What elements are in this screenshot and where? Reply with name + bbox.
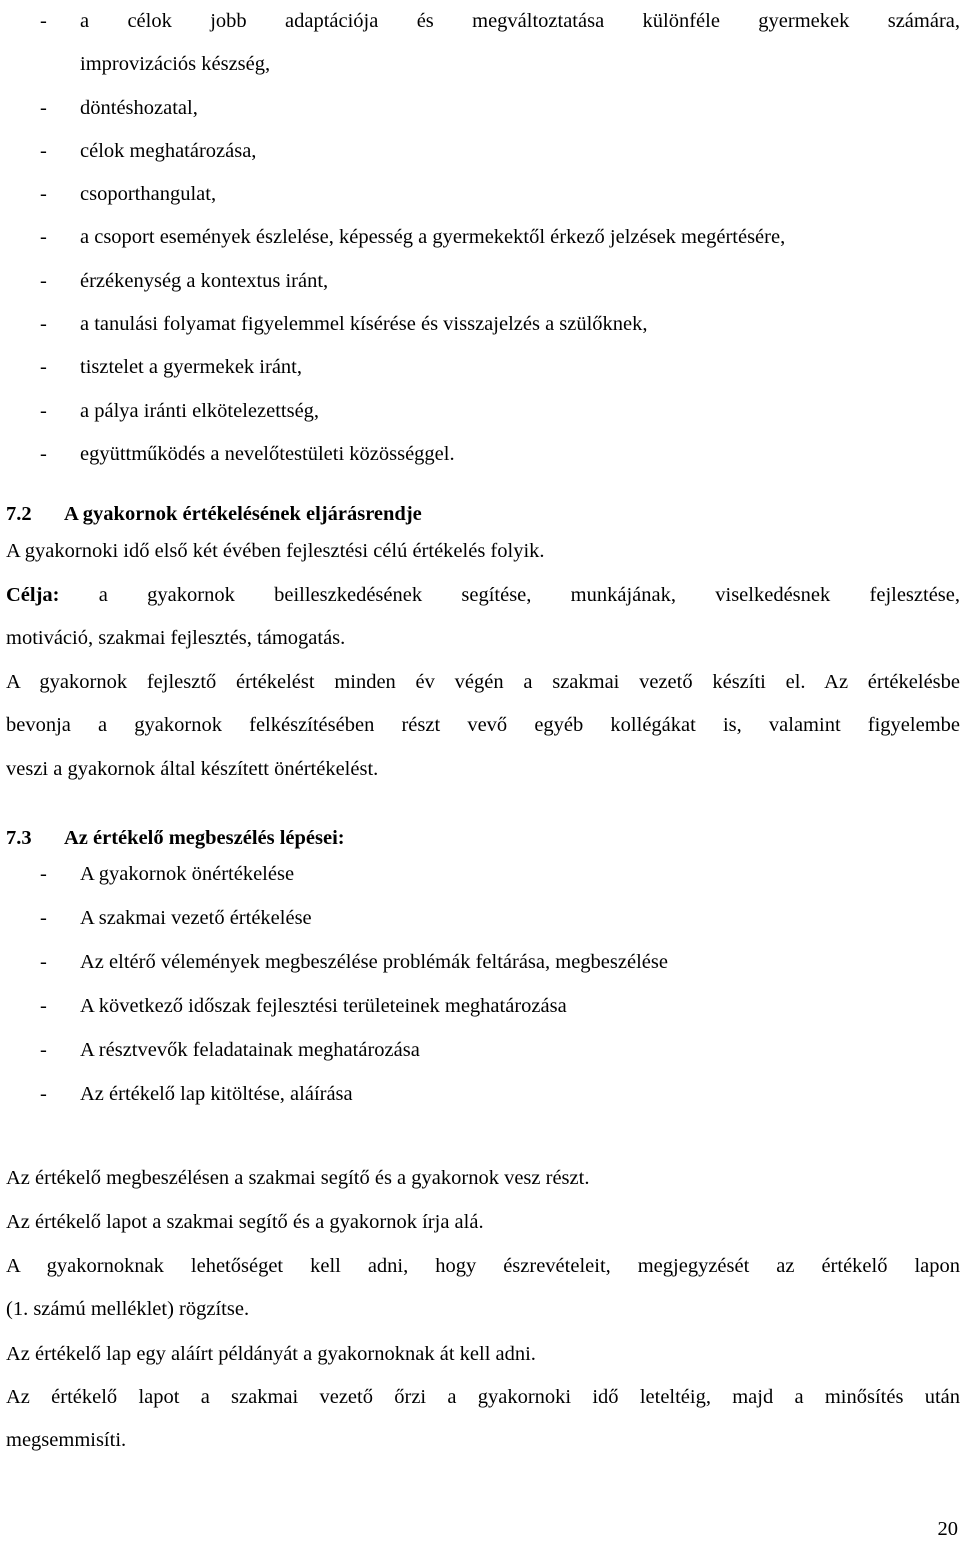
list-dash: - bbox=[40, 951, 47, 973]
list-item bbox=[6, 0, 960, 87]
goal-label: Célja: bbox=[6, 584, 60, 606]
page-number: 20 bbox=[937, 1518, 958, 1540]
list-item-text: érzékenység a kontextus iránt, bbox=[80, 269, 329, 292]
paragraph-line: (1. számú melléklet) rögzítse. bbox=[6, 1298, 250, 1321]
paragraph-line: megsemmisíti. bbox=[6, 1429, 127, 1452]
list-item bbox=[6, 130, 960, 173]
list-item bbox=[6, 87, 960, 130]
list-dash: - bbox=[40, 995, 47, 1017]
section-heading-7-2 bbox=[6, 503, 422, 526]
paragraph-line: veszi a gyakornok által készített önértékelést. bbox=[6, 757, 379, 780]
list-dash: - bbox=[40, 10, 47, 32]
paragraph-line: A gyakornok fejlesztő értékelést minden év végén a szakmai vezető készíti el. Az értékelésbe bbox=[6, 671, 960, 693]
list-item-text: döntéshozatal, bbox=[80, 96, 198, 119]
list-item bbox=[6, 940, 960, 984]
list-dash: - bbox=[40, 183, 47, 206]
list-item-text: A következő időszak fejlesztési területeinek meghatározása bbox=[80, 995, 567, 1017]
list-item-text: a tanulási folyamat figyelemmel kísérése és visszajelzés a szülőknek, bbox=[80, 313, 648, 336]
list-dash: - bbox=[40, 863, 47, 885]
list-dash: - bbox=[40, 96, 47, 119]
list-dash: - bbox=[40, 907, 47, 929]
competency-list bbox=[6, 0, 960, 476]
paragraph-line: Az értékelő lapot a szakmai vezető őrzi a gyakornoki idő leteltéig, majd a minősítés után bbox=[6, 1386, 960, 1408]
list-item-text: A gyakornok önértékelése bbox=[80, 863, 295, 885]
list-dash: - bbox=[40, 1039, 47, 1061]
list-item bbox=[6, 984, 960, 1028]
closing-paragraph-5 bbox=[6, 1376, 960, 1463]
section-title: A gyakornok értékelésének eljárásrendje bbox=[64, 503, 422, 525]
list-dash: - bbox=[40, 399, 47, 422]
goal-line bbox=[6, 574, 960, 617]
closing-paragraph-1: Az értékelő megbeszélésen a szakmai segítő és a gyakornok vesz részt. bbox=[6, 1167, 590, 1189]
list-item-text: célok meghatározása, bbox=[80, 139, 257, 162]
evaluation-paragraph bbox=[6, 661, 960, 791]
closing-paragraph-3 bbox=[6, 1245, 960, 1332]
list-item-text: csoporthangulat, bbox=[80, 183, 217, 206]
list-item-text: Az eltérő vélemények megbeszélése problémák feltárása, megbeszélése bbox=[80, 951, 668, 973]
list-item bbox=[6, 260, 960, 303]
list-dash: - bbox=[40, 1083, 47, 1105]
list-item-text: tisztelet a gyermekek iránt, bbox=[80, 356, 302, 379]
list-item-text: A résztvevők feladatainak meghatározása bbox=[80, 1039, 420, 1061]
list-dash: - bbox=[40, 139, 47, 162]
closing-paragraph-4: Az értékelő lap egy aláírt példányát a gyakornoknak át kell adni. bbox=[6, 1343, 536, 1365]
list-dash: - bbox=[40, 313, 47, 336]
list-dash: - bbox=[40, 269, 47, 292]
goal-paragraph bbox=[6, 574, 960, 661]
list-item-text: együttműködés a nevelőtestületi közösséggel. bbox=[80, 442, 455, 465]
section-number: 7.3 bbox=[6, 827, 32, 849]
list-item bbox=[6, 173, 960, 216]
closing-paragraph-2: Az értékelő lapot a szakmai segítő és a gyakornok írja alá. bbox=[6, 1211, 484, 1233]
goal-text: a gyakornok beilleszkedésének segítése, munkájának, viselkedésnek fejlesztése, bbox=[98, 584, 960, 606]
list-item-text-cont: improvizációs készség, bbox=[80, 53, 271, 76]
section-title: Az értékelő megbeszélés lépései: bbox=[64, 827, 345, 849]
goal-line-cont: motiváció, szakmai fejlesztés, támogatás. bbox=[6, 627, 346, 650]
list-item-text: a csoport események észlelése, képesség a gyermekektől érkező jelzések megértésére, bbox=[80, 226, 786, 249]
list-item bbox=[6, 303, 960, 346]
list-item-text: a pálya iránti elkötelezettség, bbox=[80, 399, 320, 422]
list-item-text: A szakmai vezető értékelése bbox=[80, 907, 312, 929]
steps-list bbox=[6, 852, 960, 1116]
list-item bbox=[6, 433, 960, 476]
list-item bbox=[6, 390, 960, 433]
list-item bbox=[6, 1072, 960, 1116]
list-dash: - bbox=[40, 226, 47, 249]
section-intro: A gyakornoki idő első két évében fejlesztési célú értékelés folyik. bbox=[6, 540, 545, 562]
paragraph-line: A gyakornoknak lehetőséget kell adni, hogy észrevételeit, megjegyzését az értékelő lapon bbox=[6, 1255, 960, 1277]
section-number: 7.2 bbox=[6, 503, 32, 525]
list-item-text: Az értékelő lap kitöltése, aláírása bbox=[80, 1083, 353, 1105]
list-item bbox=[6, 1028, 960, 1072]
list-item bbox=[6, 896, 960, 940]
list-dash: - bbox=[40, 356, 47, 379]
list-dash: - bbox=[40, 442, 47, 465]
list-item bbox=[6, 346, 960, 389]
list-item bbox=[6, 216, 960, 259]
paragraph-line: bevonja a gyakornok felkészítésében részt vevő egyéb kollégákat is, valamint figyelembe bbox=[6, 714, 960, 737]
section-heading-7-3 bbox=[6, 827, 345, 850]
list-item-text: a célok jobb adaptációja és megváltoztatása különféle gyermekek számára, bbox=[80, 10, 960, 32]
list-item bbox=[6, 852, 960, 896]
